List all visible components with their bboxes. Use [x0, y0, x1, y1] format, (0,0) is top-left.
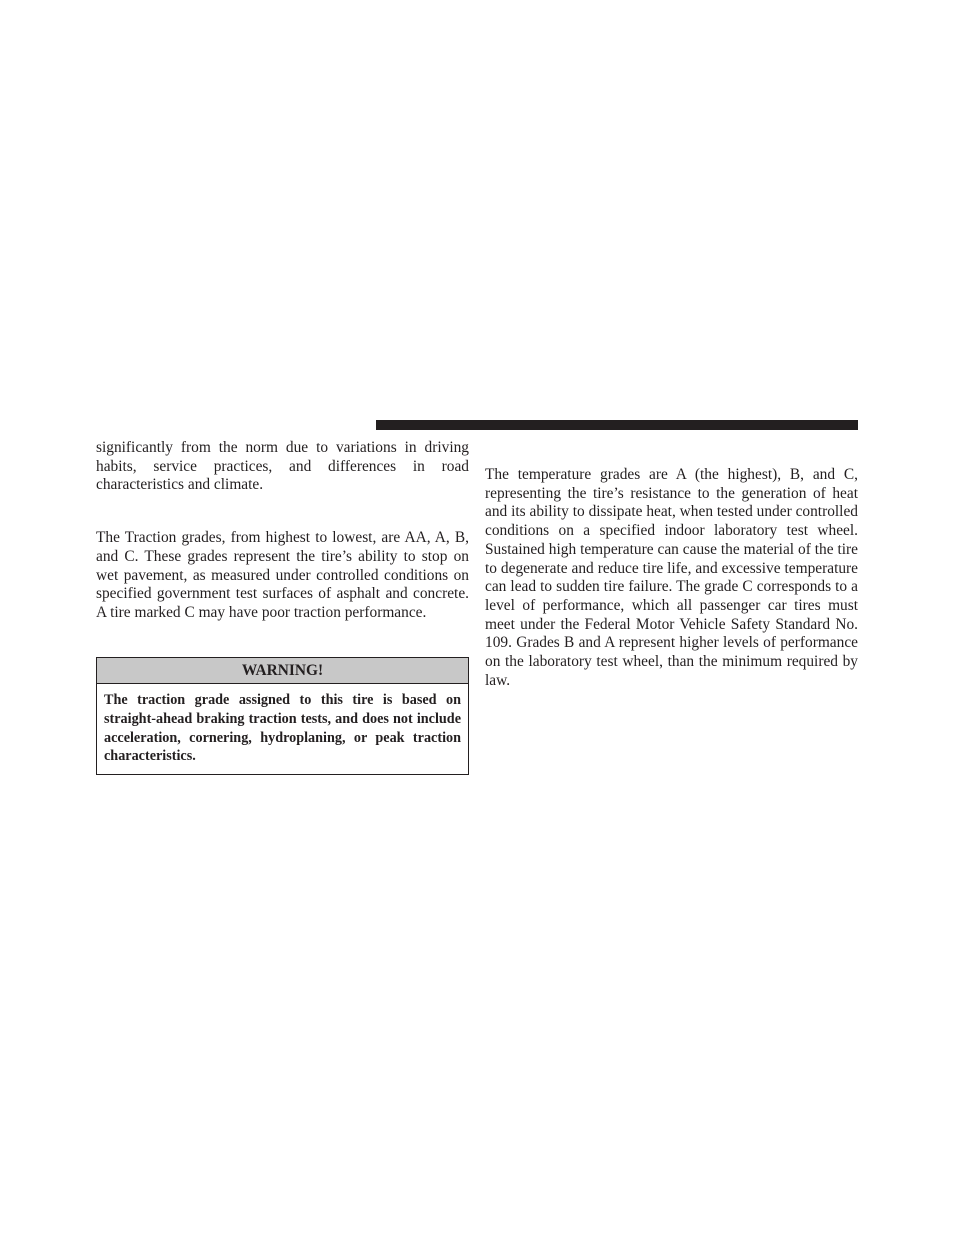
paragraph-traction-grades: The Traction grades, from highest to lowest, are AA, A, B, and C. These grades represent the tire’s ability to stop on wet pavement, as measured under controlled conditions on specified government test surfaces of asphalt and concrete. A tire marked C may have poor traction performance. [96, 529, 469, 621]
paragraph-temperature-grades: The temperature grades are A (the highest), B, and C, representing the tire’s resistance to the generation of heat and its ability to dissipate heat, when tested under controlled conditions on a specified indoor laboratory test wheel. Sustained high temperature can cause the material of the tire to degenerate and reduce tire life, and excessive temperature can lead to sudden tire failure. The grade C corresponds to a level of performance, which all passenger car tires must meet under the Federal Motor Vehicle Safety Standard No. 109. Grades B and A represent higher levels of performance on the laboratory test wheel, than the minimum required by law. [485, 466, 858, 689]
warning-text: The traction grade assigned to this tire is based on straight-ahead braking traction tests, and does not include acceleration, cornering, hydroplaning, or peak traction characteristics. [104, 692, 461, 765]
header-rule [376, 420, 858, 430]
warning-box [96, 657, 469, 775]
warning-title: WARNING! [97, 658, 468, 684]
left-column [96, 439, 469, 623]
right-column [485, 466, 858, 690]
paragraph-continuation: significantly from the norm due to variations in driving habits, service practices, and differences in road characteristics and climate. [96, 439, 469, 494]
